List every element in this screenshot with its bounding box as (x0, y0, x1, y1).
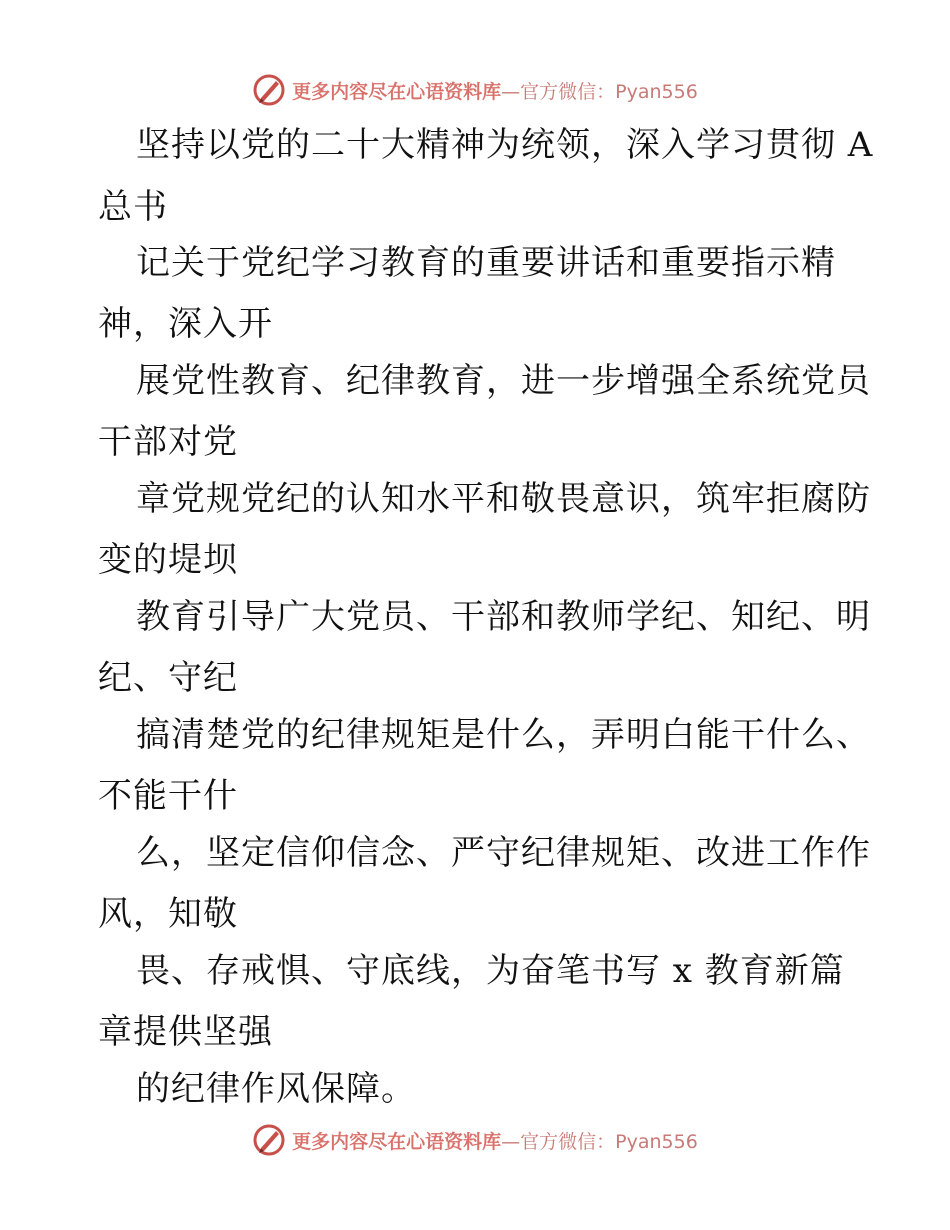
pen-logo-icon (252, 73, 286, 107)
body-line: 风，知敬 (98, 894, 238, 934)
body-line: 章党规党纪的认知水平和敬畏意识，筑牢拒腐防 (136, 479, 871, 519)
body-line: 展党性教育、纪律教育，进一步增强全系统党员 (136, 361, 871, 401)
pen-logo-icon (252, 1123, 286, 1157)
body-line: 不能干什 (98, 776, 238, 816)
body-line: 教育引导广大党员、干部和教师学纪、知纪、明 (136, 597, 871, 637)
body-line: 总书 (98, 187, 168, 227)
body-line: 的纪律作风保障。 (136, 1069, 416, 1109)
footer-watermark-banner (0, 1120, 950, 1160)
body-line: 么，坚定信仰信念、严守纪律规矩、改进工作作 (136, 833, 871, 873)
body-line: 章提供坚强 (98, 1012, 273, 1052)
body-line: 纪、守纪 (98, 658, 238, 698)
header-watermark-banner (0, 70, 950, 110)
body-line: 记关于党纪学习教育的重要讲话和重要指示精 (136, 243, 836, 283)
body-line: 坚持以党的二十大精神为统领，深入学习贯彻 A (136, 125, 874, 165)
footer-banner-text: 更多内容尽在心语资料库—官方微信：Pyan556 (292, 1130, 698, 1153)
body-line: 变的堤坝 (98, 540, 238, 580)
body-line: 神，深入开 (98, 304, 273, 344)
body-line: 干部对党 (98, 422, 238, 462)
header-banner-text: 更多内容尽在心语资料库—官方微信：Pyan556 (292, 80, 698, 103)
body-line: 搞清楚党的纪律规矩是什么，弄明白能干什么、 (136, 715, 871, 755)
body-line: 畏、存戒惧、守底线，为奋笔书写 x 教育新篇 (136, 951, 845, 991)
